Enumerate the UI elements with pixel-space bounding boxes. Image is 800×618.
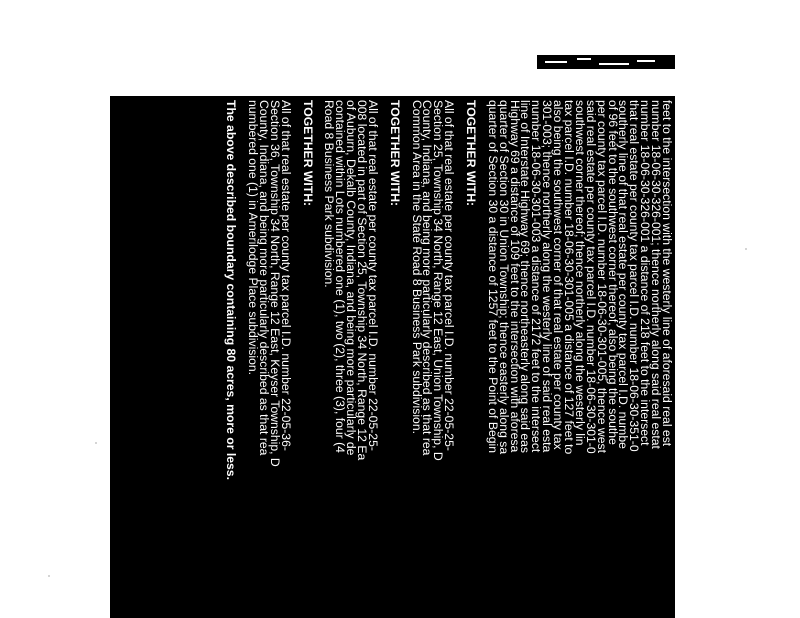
text-line: said real estate per county tax parcel I.D. number 18-06-30-301-0	[583, 100, 598, 454]
text-line: tax parcel I.D. number 18-06-30-301-005 a distance of 127 feet to	[561, 100, 576, 455]
text-line: Section 25, Township 34 North, Range 12 East, Union Township, D	[431, 100, 446, 461]
text-line: of Auburn, Dekalb County, Indiana, and being more particularly de	[344, 100, 359, 456]
text-line: County, Indiana, and being more particularly described as that rea	[257, 100, 272, 456]
text-line: that real estate per county tax parcel I.D. number 18-06-30-351-0	[627, 100, 642, 452]
text-line: County, Indiana, and being more particularly described as that rea	[420, 100, 435, 456]
redaction-noise	[545, 61, 567, 63]
redaction-noise	[637, 60, 655, 62]
text-line: All of that real estate per county tax parcel I.D. number 22-05-36-	[278, 100, 293, 451]
text-line: quarter of Section 30 in Union Township; thence easterly along sa	[496, 100, 511, 455]
scan-speck	[745, 248, 747, 250]
redaction-noise	[577, 58, 591, 60]
text-line: number 18-06-30-326-001 a distance of 218 feet to the intersect	[638, 100, 653, 446]
paragraph-1	[487, 100, 672, 618]
text-line: numbered one (1) in Amerilodge Place subdivision.	[246, 100, 261, 376]
text-line: per county tax parcel I.D. number 18-06-30-301-005, thence west	[594, 100, 609, 453]
closing-statement: The above described boundary containing 80 acres, more or less.	[224, 100, 239, 480]
scan-speck	[95, 442, 97, 444]
text-line: number 18-06-30-326-001; thence northerly along said real estat	[649, 100, 664, 449]
text-line: 301-003; thence northerly along the westerly line of said real esta	[540, 100, 555, 453]
text-line: Common Area in the State Road 8 Business Park subdivision.	[409, 100, 424, 434]
scanned-text-block	[110, 96, 675, 618]
paragraph-4	[247, 100, 291, 618]
section-heading: TOGETHER WITH:	[387, 100, 402, 207]
text-line: All of that real estate per county tax parcel I.D. number 22-05-25-	[365, 100, 380, 451]
redaction-bar	[537, 55, 675, 69]
paragraph-2	[411, 100, 455, 618]
text-line: Highway 69 a distance of 109 feet to the intersection with aforesa	[507, 100, 522, 453]
text-line: All of that real estate per county tax parcel I.D. number 22-05-25-	[442, 100, 457, 451]
text-line: quarter of Section 30 a distance of 1257 feet to the Point of Begin	[485, 100, 500, 454]
text-line: also being the southwest corner of that real estate per county tax	[551, 100, 566, 450]
text-line: feet to the intersection with the westerly line of aforesaid real est	[660, 100, 674, 447]
text-line: line of Interstate Highway 69; thence northeasterly along said eas	[518, 100, 533, 453]
scan-speck	[48, 575, 50, 577]
text-line: southwest corner thereof; thence northerly along the westerly lin	[572, 100, 587, 446]
text-line: of 96 feet to the southwest corner thereof, also being the southe	[605, 100, 620, 445]
text-line: 008 located in part of Section 25, Township 34 North, Range 12 Ea	[355, 100, 370, 461]
text-line: Road 8 Business Park subdivision.	[322, 100, 337, 288]
redaction-noise	[599, 63, 629, 65]
section-heading: TOGETHER WITH:	[463, 100, 478, 207]
text-line: contained within Lots numbered one (1), two (2), three (3), four (4	[333, 100, 348, 453]
text-line: southerly line of that real estate per county tax parcel I.D. numbe	[616, 100, 631, 449]
text-line: Section 36, Township 34 North, Range 12 East, Keyser Township, D	[267, 100, 282, 467]
paragraph-3	[324, 100, 378, 618]
text-line: number 18-06-30-301-003 a distance of 2172 feet to the intersect	[529, 100, 544, 453]
rotated-document-text	[110, 96, 675, 618]
section-heading: TOGETHER WITH:	[300, 100, 315, 207]
